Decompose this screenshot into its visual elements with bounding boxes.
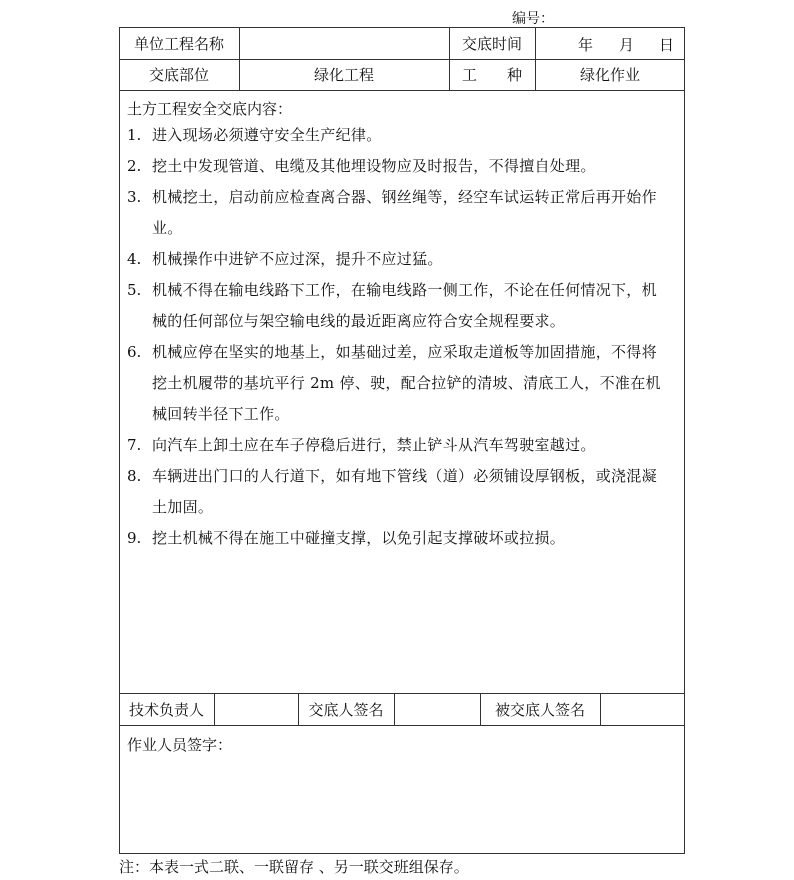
item-number: 6. bbox=[127, 343, 142, 361]
item-text-line: 土加固。 bbox=[152, 498, 214, 516]
discloser-signature-value[interactable] bbox=[394, 693, 480, 725]
date-year-label: 年 bbox=[578, 36, 594, 54]
item-text-line: 车辆进出门口的人行道下，如有地下管线（道）必须铺设厚钢板，或浇混凝 bbox=[152, 467, 657, 485]
item-text-line: 挖土机履带的基坑平行 2m 停、驶，配合拉铲的清坡、清底工人，不准在机 bbox=[152, 374, 661, 392]
workers-signature-area[interactable] bbox=[120, 760, 684, 852]
item-number: 1. bbox=[127, 126, 142, 144]
item-text-line: 挖土中发现管道、电缆及其他埋设物应及时报告，不得擅自处理。 bbox=[152, 157, 596, 175]
serial-label: 编号： bbox=[512, 11, 554, 27]
trade-value: 绿化作业 bbox=[579, 66, 640, 84]
item-number: 2. bbox=[127, 157, 142, 175]
disclosure-time-label: 交底时间 bbox=[461, 34, 522, 53]
unit-name-value[interactable] bbox=[239, 27, 449, 59]
signature-divider bbox=[119, 725, 685, 726]
disclosure-part-label: 交底部位 bbox=[148, 66, 209, 84]
item-number: 5. bbox=[127, 281, 142, 299]
item-number: 9. bbox=[127, 529, 142, 547]
item-text-line: 械的任何部位与架空输电线的最近距离应符合安全规程要求。 bbox=[152, 312, 566, 330]
item-text-line: 机械操作中进铲不应过深，提升不应过猛。 bbox=[152, 250, 443, 268]
item-text-line: 向汽车上卸土应在车子停稳后进行，禁止铲斗从汽车驾驶室越过。 bbox=[152, 436, 596, 454]
item-number: 4. bbox=[127, 250, 142, 268]
workers-signature-label: 作业人员签字： bbox=[127, 736, 233, 754]
tech-lead-label: 技术负责人 bbox=[128, 700, 204, 719]
receiver-signature-label: 被交底人签名 bbox=[494, 700, 585, 719]
item-text-line: 械回转半径下工作。 bbox=[152, 405, 290, 423]
item-number: 8. bbox=[127, 467, 142, 485]
item-text-line: 机械应停在坚实的地基上，如基础过差，应采取走道板等加固措施，不得将 bbox=[152, 343, 657, 361]
item-text-line: 业。 bbox=[152, 219, 183, 237]
row2-divider bbox=[119, 90, 685, 91]
date-month-label: 月 bbox=[619, 36, 635, 54]
content-title: 土方工程安全交底内容： bbox=[127, 100, 293, 118]
receiver-signature-value[interactable] bbox=[600, 693, 685, 725]
trade-label: 工 种 bbox=[461, 66, 522, 84]
item-text-line: 进入现场必须遵守安全生产纪律。 bbox=[152, 126, 382, 144]
item-text-line: 挖土机械不得在施工中碰撞支撑，以免引起支撑破坏或拉损。 bbox=[152, 529, 566, 547]
item-text-line: 机械不得在输电线路下工作，在输电线路一侧工作，不论在任何情况下，机 bbox=[152, 281, 657, 299]
footnote: 注：本表一式二联、一联留存 、另一联交班组保存。 bbox=[119, 858, 469, 876]
item-number: 3. bbox=[127, 188, 142, 206]
unit-name-label: 单位工程名称 bbox=[133, 34, 224, 53]
item-number: 7. bbox=[127, 436, 142, 454]
tech-lead-value[interactable] bbox=[214, 693, 298, 725]
item-text-line: 机械挖土，启动前应检查离合器、钢丝绳等，经空车试运转正常后再开始作 bbox=[152, 188, 657, 206]
discloser-signature-label: 交底人签名 bbox=[308, 700, 384, 719]
date-day-label: 日 bbox=[659, 36, 675, 54]
disclosure-part-value: 绿化工程 bbox=[313, 66, 374, 84]
